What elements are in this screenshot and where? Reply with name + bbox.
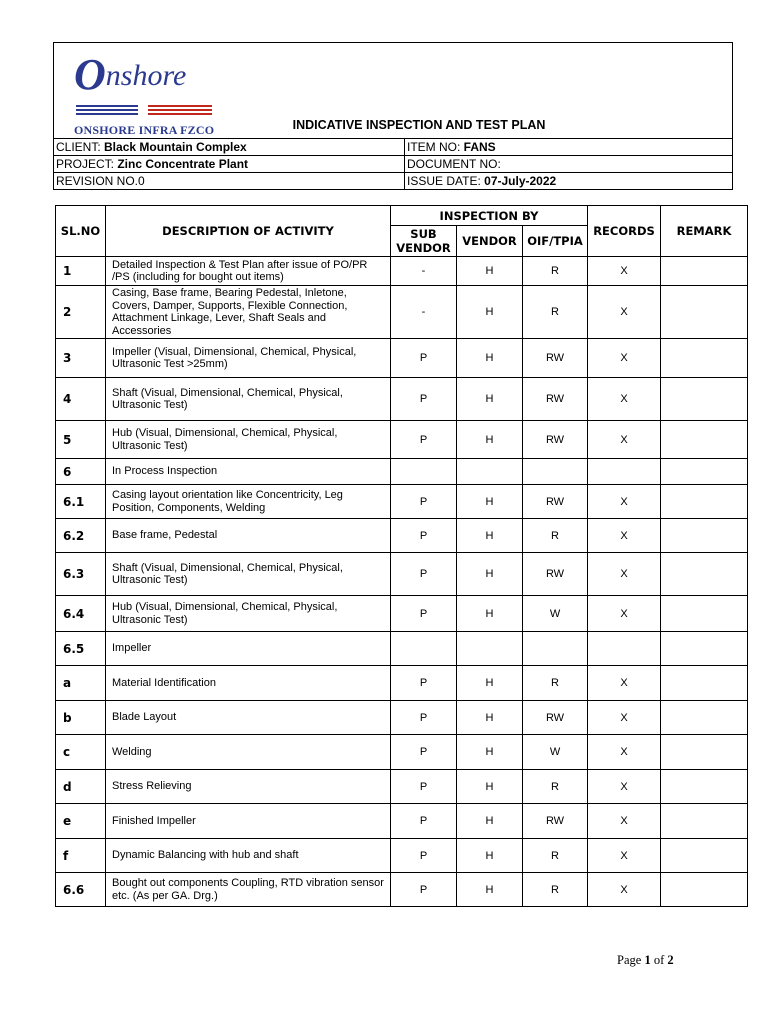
row-sub-vendor: P <box>391 873 457 907</box>
row-records: X <box>588 666 661 701</box>
row-slno: 6.5 <box>56 632 106 666</box>
document-no-cell: DOCUMENT NO: <box>405 156 733 173</box>
row-description: Welding <box>106 735 391 770</box>
logo-rest: nshore <box>105 59 187 92</box>
table-row <box>56 770 748 804</box>
row-remark <box>661 770 748 804</box>
row-description: Detailed Inspection & Test Plan after issue of PO/PR /PS (including for bought out items) <box>106 257 391 286</box>
row-vendor: H <box>457 596 523 632</box>
row-records: X <box>588 485 661 519</box>
row-remark <box>661 459 748 485</box>
table-row <box>56 257 748 286</box>
table-row <box>56 459 748 485</box>
row-sub-vendor: P <box>391 519 457 553</box>
row-records: X <box>588 378 661 421</box>
row-slno: 4 <box>56 378 106 421</box>
row-oif-tpia: RW <box>523 804 588 839</box>
column-header-oif-tpia: OIF/TPIA <box>523 226 588 257</box>
revision-cell: REVISION NO.0 <box>54 173 405 190</box>
info-row <box>54 156 733 173</box>
row-vendor: H <box>457 873 523 907</box>
row-records: X <box>588 553 661 596</box>
row-sub-vendor: P <box>391 770 457 804</box>
row-records: X <box>588 421 661 459</box>
row-description: Hub (Visual, Dimensional, Chemical, Physical, Ultrasonic Test) <box>106 421 391 459</box>
row-oif-tpia: R <box>523 519 588 553</box>
row-vendor: H <box>457 257 523 286</box>
row-oif-tpia: RW <box>523 421 588 459</box>
row-remark <box>661 735 748 770</box>
item-value: FANS <box>463 140 496 154</box>
table-row <box>56 286 748 339</box>
row-vendor <box>457 632 523 666</box>
row-remark <box>661 873 748 907</box>
row-oif-tpia: R <box>523 286 588 339</box>
row-description: Bought out components Coupling, RTD vibration sensor etc. (As per GA. Drg.) <box>106 873 391 907</box>
row-slno: 6.3 <box>56 553 106 596</box>
item-cell: ITEM NO: FANS <box>405 139 733 156</box>
row-oif-tpia <box>523 632 588 666</box>
row-oif-tpia: R <box>523 666 588 701</box>
row-remark <box>661 421 748 459</box>
table-body <box>56 257 748 907</box>
row-records: X <box>588 519 661 553</box>
table-row <box>56 519 748 553</box>
row-slno: 3 <box>56 339 106 378</box>
row-vendor: H <box>457 421 523 459</box>
row-vendor: H <box>457 378 523 421</box>
row-records: X <box>588 286 661 339</box>
row-slno: 6 <box>56 459 106 485</box>
row-oif-tpia: R <box>523 257 588 286</box>
row-sub-vendor: P <box>391 701 457 735</box>
row-sub-vendor: P <box>391 553 457 596</box>
row-sub-vendor: P <box>391 735 457 770</box>
row-description: Finished Impeller <box>106 804 391 839</box>
issue-date-cell: ISSUE DATE: 07-July-2022 <box>405 173 733 190</box>
table-row <box>56 632 748 666</box>
row-remark <box>661 596 748 632</box>
table-row <box>56 701 748 735</box>
row-records: X <box>588 839 661 873</box>
row-sub-vendor: P <box>391 839 457 873</box>
row-description: In Process Inspection <box>106 459 391 485</box>
row-remark <box>661 839 748 873</box>
row-sub-vendor: - <box>391 257 457 286</box>
row-slno: 2 <box>56 286 106 339</box>
row-sub-vendor: P <box>391 485 457 519</box>
row-vendor: H <box>457 553 523 596</box>
table-row <box>56 553 748 596</box>
row-remark <box>661 485 748 519</box>
row-description: Casing, Base frame, Bearing Pedestal, Inletone, Covers, Damper, Supports, Flexible Connection, Attachment Linkage, Lever, Shaft Seals and Accessories <box>106 286 391 339</box>
row-vendor: H <box>457 519 523 553</box>
document-header <box>53 42 733 190</box>
row-remark <box>661 701 748 735</box>
table-row <box>56 839 748 873</box>
row-records: X <box>588 873 661 907</box>
table-row <box>56 596 748 632</box>
table-row <box>56 378 748 421</box>
row-slno: f <box>56 839 106 873</box>
row-remark <box>661 257 748 286</box>
inspection-table <box>55 205 748 907</box>
row-description: Impeller <box>106 632 391 666</box>
column-header-description: DESCRIPTION OF ACTIVITY <box>106 206 391 257</box>
row-slno: 1 <box>56 257 106 286</box>
row-slno: 6.2 <box>56 519 106 553</box>
row-sub-vendor: P <box>391 666 457 701</box>
logo-subtitle: ONSHORE INFRA FZCO <box>74 123 215 137</box>
row-slno: 5 <box>56 421 106 459</box>
row-slno: e <box>56 804 106 839</box>
row-slno: 6.4 <box>56 596 106 632</box>
row-remark <box>661 339 748 378</box>
table-row <box>56 735 748 770</box>
row-remark <box>661 519 748 553</box>
table-row <box>56 666 748 701</box>
page-number: Page 1 of 2 <box>617 953 674 967</box>
row-description: Shaft (Visual, Dimensional, Chemical, Physical, Ultrasonic Test) <box>106 553 391 596</box>
row-oif-tpia: RW <box>523 485 588 519</box>
row-remark <box>661 632 748 666</box>
row-records: X <box>588 596 661 632</box>
row-vendor: H <box>457 286 523 339</box>
row-vendor: H <box>457 839 523 873</box>
row-records: X <box>588 770 661 804</box>
info-row <box>54 173 733 190</box>
row-description: Casing layout orientation like Concentricity, Leg Position, Components, Welding <box>106 485 391 519</box>
row-slno: d <box>56 770 106 804</box>
row-sub-vendor: - <box>391 286 457 339</box>
row-records <box>588 459 661 485</box>
row-vendor: H <box>457 735 523 770</box>
issue-date-value: 07-July-2022 <box>484 174 557 188</box>
row-oif-tpia: R <box>523 839 588 873</box>
row-description: Impeller (Visual, Dimensional, Chemical, Physical, Ultrasonic Test >25mm) <box>106 339 391 378</box>
row-sub-vendor: P <box>391 339 457 378</box>
row-sub-vendor: P <box>391 421 457 459</box>
client-value: Black Mountain Complex <box>104 140 247 154</box>
document-info-table <box>53 138 733 190</box>
row-slno: 6.1 <box>56 485 106 519</box>
row-records: X <box>588 257 661 286</box>
row-sub-vendor: P <box>391 804 457 839</box>
row-vendor: H <box>457 485 523 519</box>
row-oif-tpia: RW <box>523 701 588 735</box>
project-cell: PROJECT: Zinc Concentrate Plant <box>54 156 405 173</box>
row-oif-tpia: W <box>523 735 588 770</box>
row-slno: c <box>56 735 106 770</box>
row-oif-tpia: RW <box>523 378 588 421</box>
row-sub-vendor: P <box>391 378 457 421</box>
row-vendor: H <box>457 339 523 378</box>
row-remark <box>661 804 748 839</box>
row-records: X <box>588 804 661 839</box>
row-description: Material Identification <box>106 666 391 701</box>
row-remark <box>661 286 748 339</box>
logo-stripes <box>76 105 212 117</box>
row-oif-tpia: W <box>523 596 588 632</box>
table-row <box>56 485 748 519</box>
table-row <box>56 804 748 839</box>
row-vendor: H <box>457 666 523 701</box>
row-slno: b <box>56 701 106 735</box>
row-sub-vendor: P <box>391 596 457 632</box>
row-oif-tpia: R <box>523 770 588 804</box>
table-row <box>56 339 748 378</box>
logo-wordmark <box>74 50 187 99</box>
column-header-inspection-by: INSPECTION BY <box>391 206 588 226</box>
row-vendor <box>457 459 523 485</box>
row-slno: 6.6 <box>56 873 106 907</box>
column-header-records: RECORDS <box>588 206 661 257</box>
row-description: Blade Layout <box>106 701 391 735</box>
row-oif-tpia <box>523 459 588 485</box>
row-description: Hub (Visual, Dimensional, Chemical, Physical, Ultrasonic Test) <box>106 596 391 632</box>
client-cell: CLIENT: Black Mountain Complex <box>54 139 405 156</box>
project-value: Zinc Concentrate Plant <box>117 157 249 171</box>
row-oif-tpia: RW <box>523 339 588 378</box>
info-row <box>54 139 733 156</box>
table-row <box>56 421 748 459</box>
row-oif-tpia: R <box>523 873 588 907</box>
column-header-slno: SL.NO <box>56 206 106 257</box>
row-vendor: H <box>457 701 523 735</box>
row-remark <box>661 553 748 596</box>
table-row <box>56 873 748 907</box>
row-records: X <box>588 735 661 770</box>
row-sub-vendor <box>391 632 457 666</box>
logo-initial: O <box>74 50 106 99</box>
row-vendor: H <box>457 804 523 839</box>
row-oif-tpia: RW <box>523 553 588 596</box>
row-description: Shaft (Visual, Dimensional, Chemical, Physical, Ultrasonic Test) <box>106 378 391 421</box>
row-slno: a <box>56 666 106 701</box>
column-header-vendor: VENDOR <box>457 226 523 257</box>
row-records: X <box>588 339 661 378</box>
row-description: Dynamic Balancing with hub and shaft <box>106 839 391 873</box>
column-header-sub-vendor: SUB VENDOR <box>391 226 457 257</box>
document-title: INDICATIVE INSPECTION AND TEST PLAN <box>292 118 546 132</box>
row-remark <box>661 378 748 421</box>
row-vendor: H <box>457 770 523 804</box>
row-records: X <box>588 701 661 735</box>
row-remark <box>661 666 748 701</box>
column-header-remark: REMARK <box>661 206 748 257</box>
row-sub-vendor <box>391 459 457 485</box>
row-records <box>588 632 661 666</box>
row-description: Stress Relieving <box>106 770 391 804</box>
row-description: Base frame, Pedestal <box>106 519 391 553</box>
